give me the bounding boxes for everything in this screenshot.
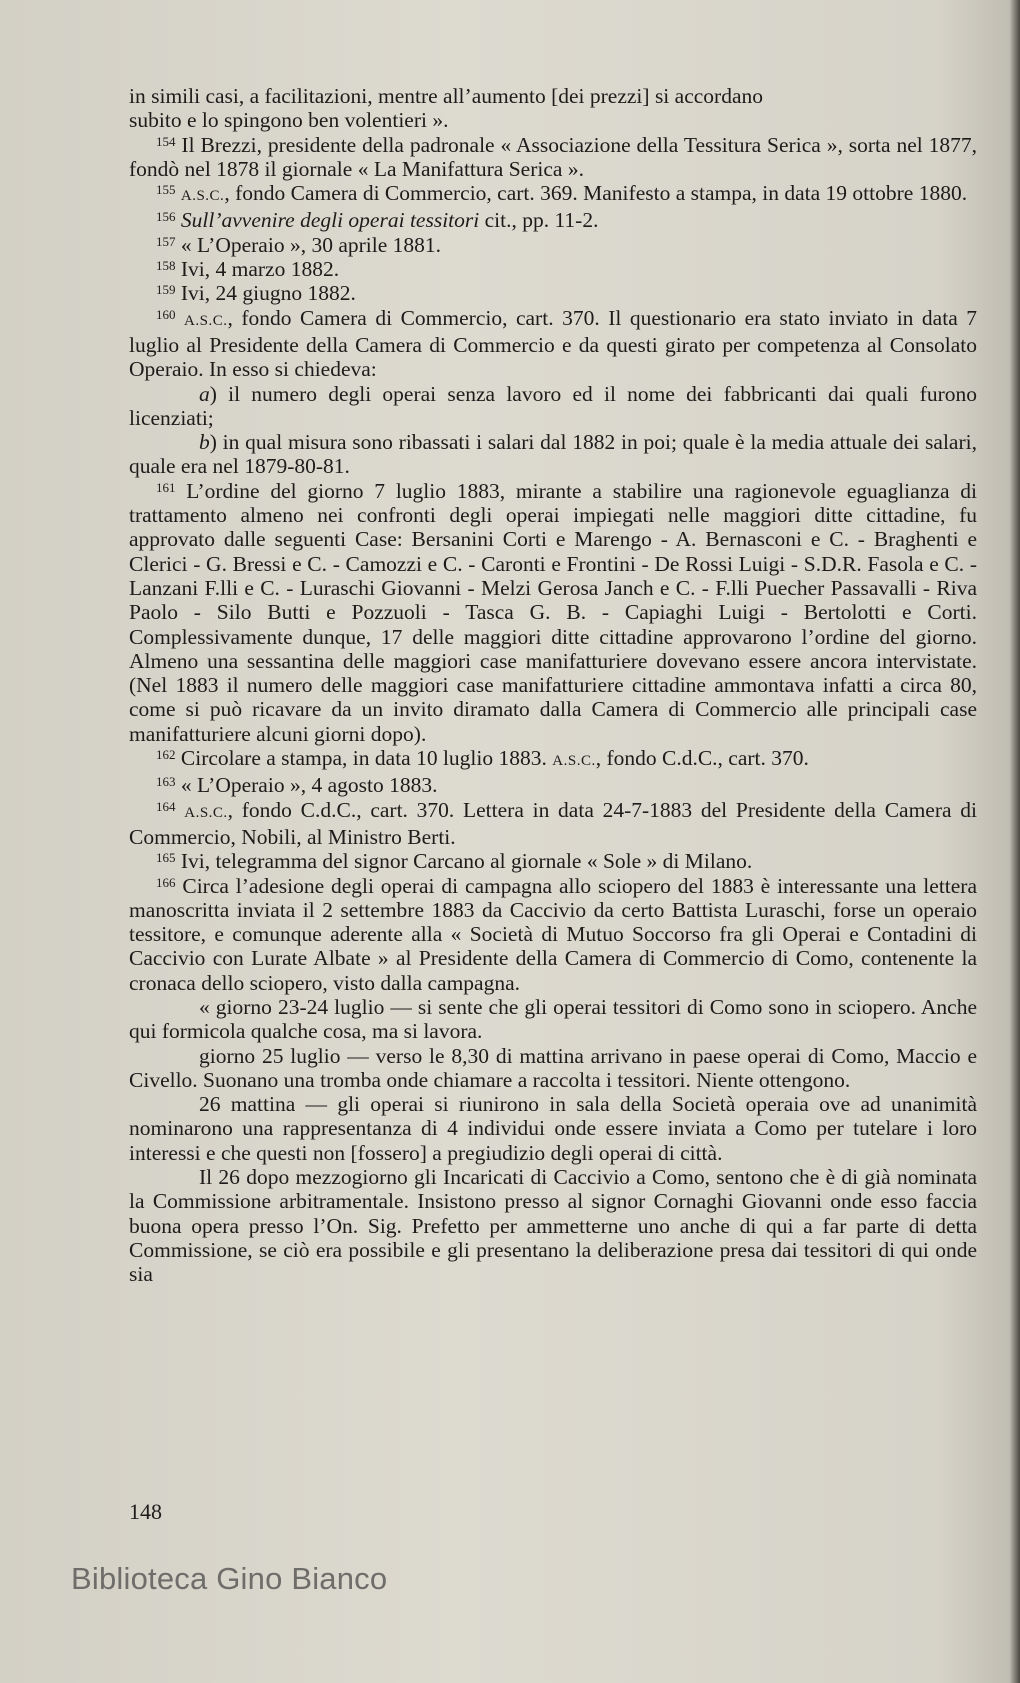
footnote-163: $^{163}$ « L’Operaio », 4 agosto 1883.	[156, 773, 438, 798]
footnote-157: $^{157}$ « L’Operaio », 30 aprile 1881.	[156, 232, 442, 257]
footnote-154: $^{154}$ Il Brezzi, presidente della padronale « Associazione della Tessitura Serica », sorta nel 1877, fondò nel 1878 il giornale « La Manifattura Serica ».	[129, 132, 977, 181]
footnote-160: $^{160}$ A.S.C., fondo Camera di Commercio, cart. 370. Il questionario era stato inviato in data 7 luglio al Presidente della Camera di Commercio e da questi girato per competenza al Consolato Operaio. In esso si chiedeva:	[129, 305, 977, 382]
footnote-161: $^{161}$ L’ordine del giorno 7 luglio 1883, mirante a stabilire una ragionevole eguaglianza di trattamento almeno nei confronti degli operai impiegati nelle maggiori ditte cittadine, fu approvato dalle seguenti Case: Bersanini Corti e Marengo - A. Bernasconi e C. - Braghenti e Clerici - G. Bressi e C. - Camozzi e C. - Caronti e Frontini - De Rossi Luigi - S.D.R. Fasola e C. - Lanzani F.lli e C. - Luraschi Giovanni - Melzi Gerosa Janch e C. - F.lli Puecher Passavalli - Riva Paolo - Silo Butti e Pozzuoli - Tasca G. B. - Capiaghi Luigi - Bertolotti e Corti. Complessivamente dunque, 17 delle maggiori ditte cittadine approvarono l’ordine del giorno. Almeno una sessantina delle maggiori case manifatturiere dovevano essere ancora intervistate. (Nel 1883 il numero delle maggiori case manifatturiere cittadine ammontava infatti a circa 80, come si può ricavare da un invito diramato dalla Camera di Commercio alle principali case manifatturiere alcuni giorni dopo).	[129, 478, 978, 746]
quote-paragraph: 26 mattina — gli operai si riunirono in sala della Società operaia ove ad unanimità nominarono una rappresentanza di 4 individui onde essere inviata a Como per tutelare i loro interessi e che questi non [fossero] a pregiudizio degli operai di città.	[129, 1092, 977, 1165]
footnote-164: $^{164}$ A.S.C., fondo C.d.C., cart. 370. Lettera in data 24-7-1883 del Presidente della Camera di Commercio, Nobili, al Ministro Berti.	[129, 797, 977, 849]
footnote-160-item-b: b) in qual misura sono ribassati i salari dal 1882 in poi; quale è la media attuale dei salari, quale era nel 1879-80-81.	[129, 430, 977, 479]
footnotes-text	[129, 84, 977, 1287]
footnote-159: $^{159}$ Ivi, 24 giugno 1882.	[156, 281, 356, 306]
footnote-165: $^{165}$ Ivi, telegramma del signor Carcano al giornale « Sole » di Milano.	[156, 849, 753, 874]
library-watermark: Biblioteca Gino Bianco	[71, 1561, 388, 1596]
continuation-line: in simili casi, a facilitazioni, mentre all’aumento [dei prezzi] si accordano	[129, 84, 763, 108]
continuation-line: subito e lo spingono ben volentieri ».	[129, 108, 449, 133]
quote-paragraph: « giorno 23-24 luglio — si sente che gli operai tessitori di Como sono in sciopero. Anche qui formicola qualche cosa, ma si lavora.	[129, 994, 977, 1044]
page-edge-shadow	[1010, 0, 1020, 1683]
quote-paragraph: Il 26 dopo mezzogiorno gli Incaricati di Caccivio a Como, sentono che è di già nominata la Commissione arbitramentale. Insistono presso al signor Cornaghi Giovanni onde esso faccia buona opera presso l’On. Sig. Prefetto per ammetterne uno anche di qui a far parte di detta Commissione, se ciò era possibile e gli presentano la deliberazione presa dai tessitori di qui onde sia	[129, 1165, 977, 1287]
footnote-160-item-a: a) il numero degli operai senza lavoro ed il nome dei fabbricanti dai quali furono licenziati;	[129, 381, 977, 430]
footnote-155: $^{155}$ A.S.C., fondo Camera di Commercio, cart. 369. Manifesto a stampa, in data 19 ottobre 1880.	[156, 181, 968, 206]
footnote-162: $^{162}$ Circolare a stampa, in data 10 luglio 1883. A.S.C., fondo C.d.C., cart. 370.	[156, 746, 809, 771]
footnote-158: $^{158}$ Ivi, 4 marzo 1882.	[156, 257, 340, 282]
footnote-166: $^{166}$ Circa l’adesione degli operai di campagna allo sciopero del 1883 è interessante una lettera manoscritta inviata il 2 settembre 1883 da Caccivio da certo Battista Luraschi, forse un operaio tessitore, e comunque aderente alla « Società di Mutuo Soccorso fra gli Operai e Contadini di Caccivio con Lurate Albate » al Presidente della Camera di Commercio di Como, contenente la cronaca dello sciopero, visto dalla campagna.	[129, 873, 978, 995]
quote-paragraph: giorno 25 luglio — verso le 8,30 di mattina arrivano in paese operai di Como, Maccio e Civello. Suonano una tromba onde chiamare a raccolta i tessitori. Niente ottengono.	[129, 1043, 977, 1092]
page-number: 148	[129, 1499, 162, 1524]
footnote-156: $^{156}$ Sull’avvenire degli operai tessitori cit., pp. 11-2.	[156, 208, 599, 233]
